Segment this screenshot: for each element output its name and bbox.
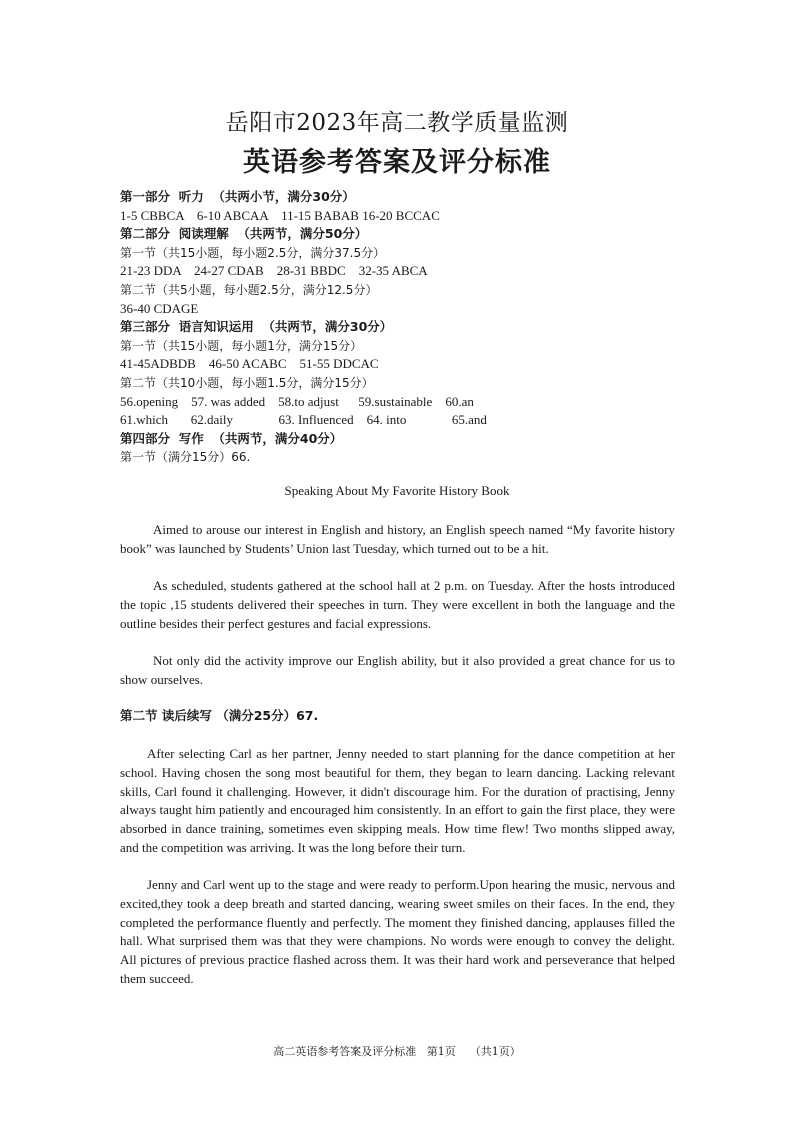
part4-heading: 第四部分 写作 （共两节，满分40分） xyxy=(120,430,343,446)
part3-heading: 第三部分 语言知识运用 （共两节，满分30分） xyxy=(120,319,393,335)
part1-answers: 1-5 CBBCA 6-10 ABCAA 11-15 BABAB 16-20 BCCAC xyxy=(120,207,440,223)
part2-section1-answers: 21-23 DDA 24-27 CDAB 28-31 BBDC 32-35 ABCA xyxy=(120,263,428,279)
part2-heading: 第二部分 阅读理解 （共两节，满分50分） xyxy=(120,226,368,242)
part3-section2-label: 第二节（共10小题，每小题1.5分，满分15分） xyxy=(120,375,374,390)
essay-paragraph: As scheduled, students gathered at the school hall at 2 p.m. on Tuesday. After the hosts introduced the topic ,15 students delivered their speeches in turn. They were excellent in both the language and the outline besides their perfect gestures and facial expressions. xyxy=(120,578,675,631)
story-paragraph: After selecting Carl as her partner, Jenny needed to start planning for the dance competition at her school. Having chosen the song most beautiful for them, they began to learn dancing. Lacking relevant skills, Carl found it challenging. However, it didn't discourage him. For the duration of practising, Jenny always taught him patiently and encouraged him consistently. In an effort to gain the first place, they were absorbed in dance training, sometimes even skipping meals. How time flew! Two months slipped away, and the competition was arriving. It was the long before their turn. xyxy=(120,746,675,855)
essay-title: Speaking About My Favorite History Book xyxy=(284,483,510,498)
page-footer: 高二英语参考答案及评分标准 第1页 （共1页） xyxy=(273,1045,521,1058)
part2-section2-label: 第二节（共5小题，每小题2.5分，满分12.5分） xyxy=(120,282,378,297)
part2-section2-answers: 36-40 CDAGE xyxy=(120,300,199,316)
exam-title: 岳阳市2023年高二教学质量监测 xyxy=(225,110,569,136)
essay-paragraph: Aimed to arouse our interest in English and history, an English speech named “My favorite history book” was launched by Students’ Union last Tuesday, which turned out to be a hit. xyxy=(120,522,675,556)
story-paragraph: Jenny and Carl went up to the stage and were ready to perform.Upon hearing the music, nervous and excited,they took a deep breath and started dancing, wearing sweet smiles on their faces. In the end, they completed the performance fluently and perfectly. The moment they finished dancing, applauses filled the hall. What surprised them was that they were champions. No words were enough to convey the delight. All pictures of previous practice flashed across them. It was their hard work and perseverance that helped them succeed. xyxy=(120,877,675,986)
part3-section2-answers-b: 61.which 62.daily 63. Influenced 64. into 65.and xyxy=(120,412,487,428)
answer-key xyxy=(120,188,680,467)
part3-section1-answers: 41-45ADBDB 46-50 ACABC 51-55 DDCAC xyxy=(120,356,379,372)
section2-heading: 第二节 读后续写 （满分25分）67. xyxy=(120,708,319,723)
part3-section1-label: 第一节（共15小题，每小题1分，满分15分） xyxy=(120,338,363,353)
part4-section1-label: 第一节（满分15分）66. xyxy=(120,450,251,465)
essay-paragraph: Not only did the activity improve our English ability, but it also provided a great chance for us to show ourselves. xyxy=(120,653,675,687)
part1-heading: 第一部分 听力 （共两小节，满分30分） xyxy=(120,189,355,204)
part2-section1-label: 第一节（共15小题，每小题2.5分，满分37.5分） xyxy=(120,245,386,260)
part3-section2-answers-a: 56.opening 57. was added 58.to adjust 59.sustainable 60.an xyxy=(120,393,474,409)
document-subtitle: 英语参考答案及评分标准 xyxy=(243,147,551,178)
